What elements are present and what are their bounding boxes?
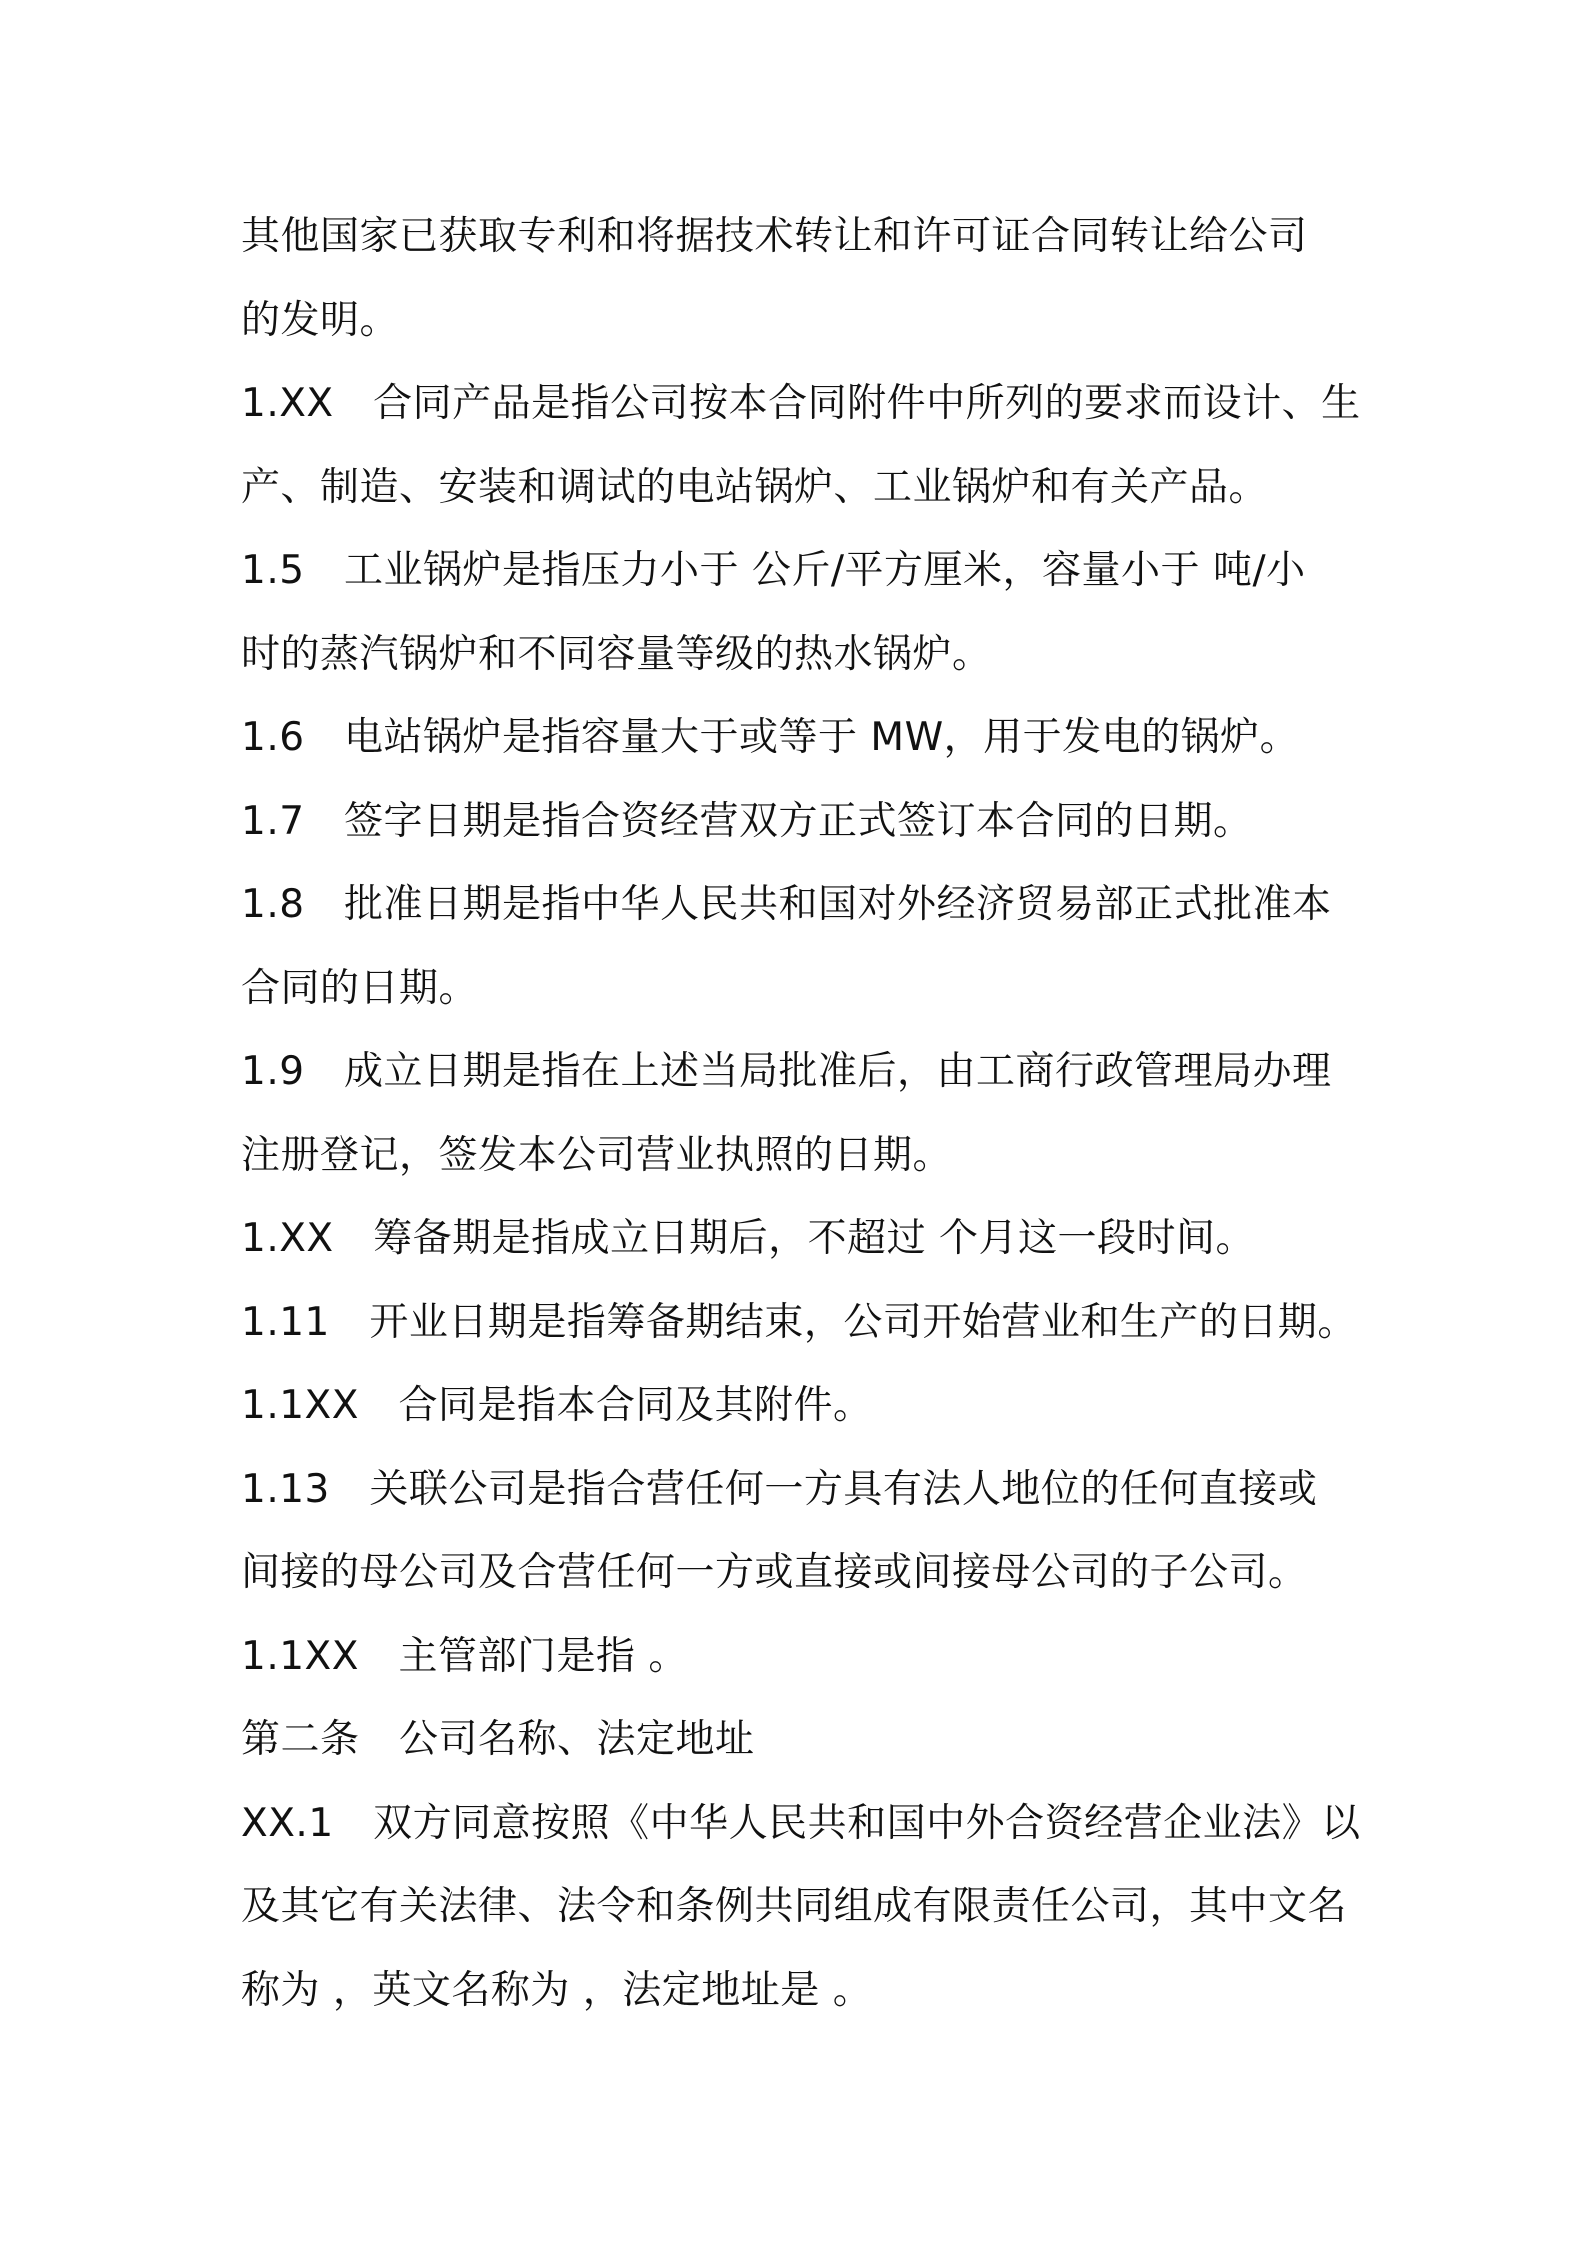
clause-1-xx-contract-products: 1.XX 合同产品是指公司按本合同附件中所列的要求而设计、生	[241, 381, 1361, 426]
clause-1-7-signing-date: 1.7 签字日期是指合资经营双方正式签订本合同的日期。	[241, 798, 1253, 844]
clause-1-8-approval-date: 1.8 批准日期是指中华人民共和国对外经济贸易部正式批准本	[241, 882, 1332, 927]
text-line-12: 注册登记，签发本公司营业执照的日期。	[241, 1132, 953, 1178]
text-line-17: 间接的母公司及合营任何一方或直接或间接母公司的子公司。	[241, 1550, 1308, 1595]
clause-1-1xx-competent-authority: 1.1XX 主管部门是指 。	[241, 1633, 688, 1679]
clause-1-13-affiliated-company: 1.13 关联公司是指合营任何一方具有法人地位的任何直接或	[241, 1466, 1318, 1512]
text-line-10: 合同的日期。	[241, 965, 479, 1011]
clause-1-9-establishment-date: 1.9 成立日期是指在上述当局批准后，由工商行政管理局办理	[241, 1049, 1332, 1094]
clause-1-11-opening-date: 1.11 开业日期是指筹备期结束，公司开始营业和生产的日期。	[241, 1299, 1357, 1345]
clause-1-6-utility-boiler: 1.6 电站锅炉是指容量大于或等于 MW，用于发电的锅炉。	[241, 715, 1300, 760]
text-line-22: 称为 ，英文名称为 ，法定地址是 。	[241, 1967, 873, 2013]
clause-1-xx-preparation-period: 1.XX 筹备期是指成立日期后，不超过 个月这一段时间。	[241, 1216, 1256, 1261]
clause-1-5-industrial-boiler: 1.5 工业锅炉是指压力小于 公斤/平方厘米，容量小于 吨/小	[241, 548, 1306, 593]
text-line-6: 时的蒸汽锅炉和不同容量等级的热水锅炉。	[241, 631, 992, 677]
text-line-2: 的发明。	[241, 297, 400, 343]
article-2-heading: 第二条 公司名称、法定地址	[241, 1717, 755, 1762]
document-body	[241, 195, 1361, 2032]
clause-xx-1-company-formation: XX.1 双方同意按照《中华人民共和国中外合资经营企业法》以	[241, 1800, 1361, 1846]
text-line-21: 及其它有关法律、法令和条例共同组成有限责任公司，其中文名	[241, 1884, 1348, 1929]
text-line-1: 其他国家已获取专利和将据技术转让和许可证合同转让给公司	[241, 214, 1308, 259]
text-line-4: 产、制造、安装和调试的电站锅炉、工业锅炉和有关产品。	[241, 464, 1269, 510]
clause-1-1xx-contract: 1.1XX 合同是指本合同及其附件。	[241, 1383, 873, 1428]
